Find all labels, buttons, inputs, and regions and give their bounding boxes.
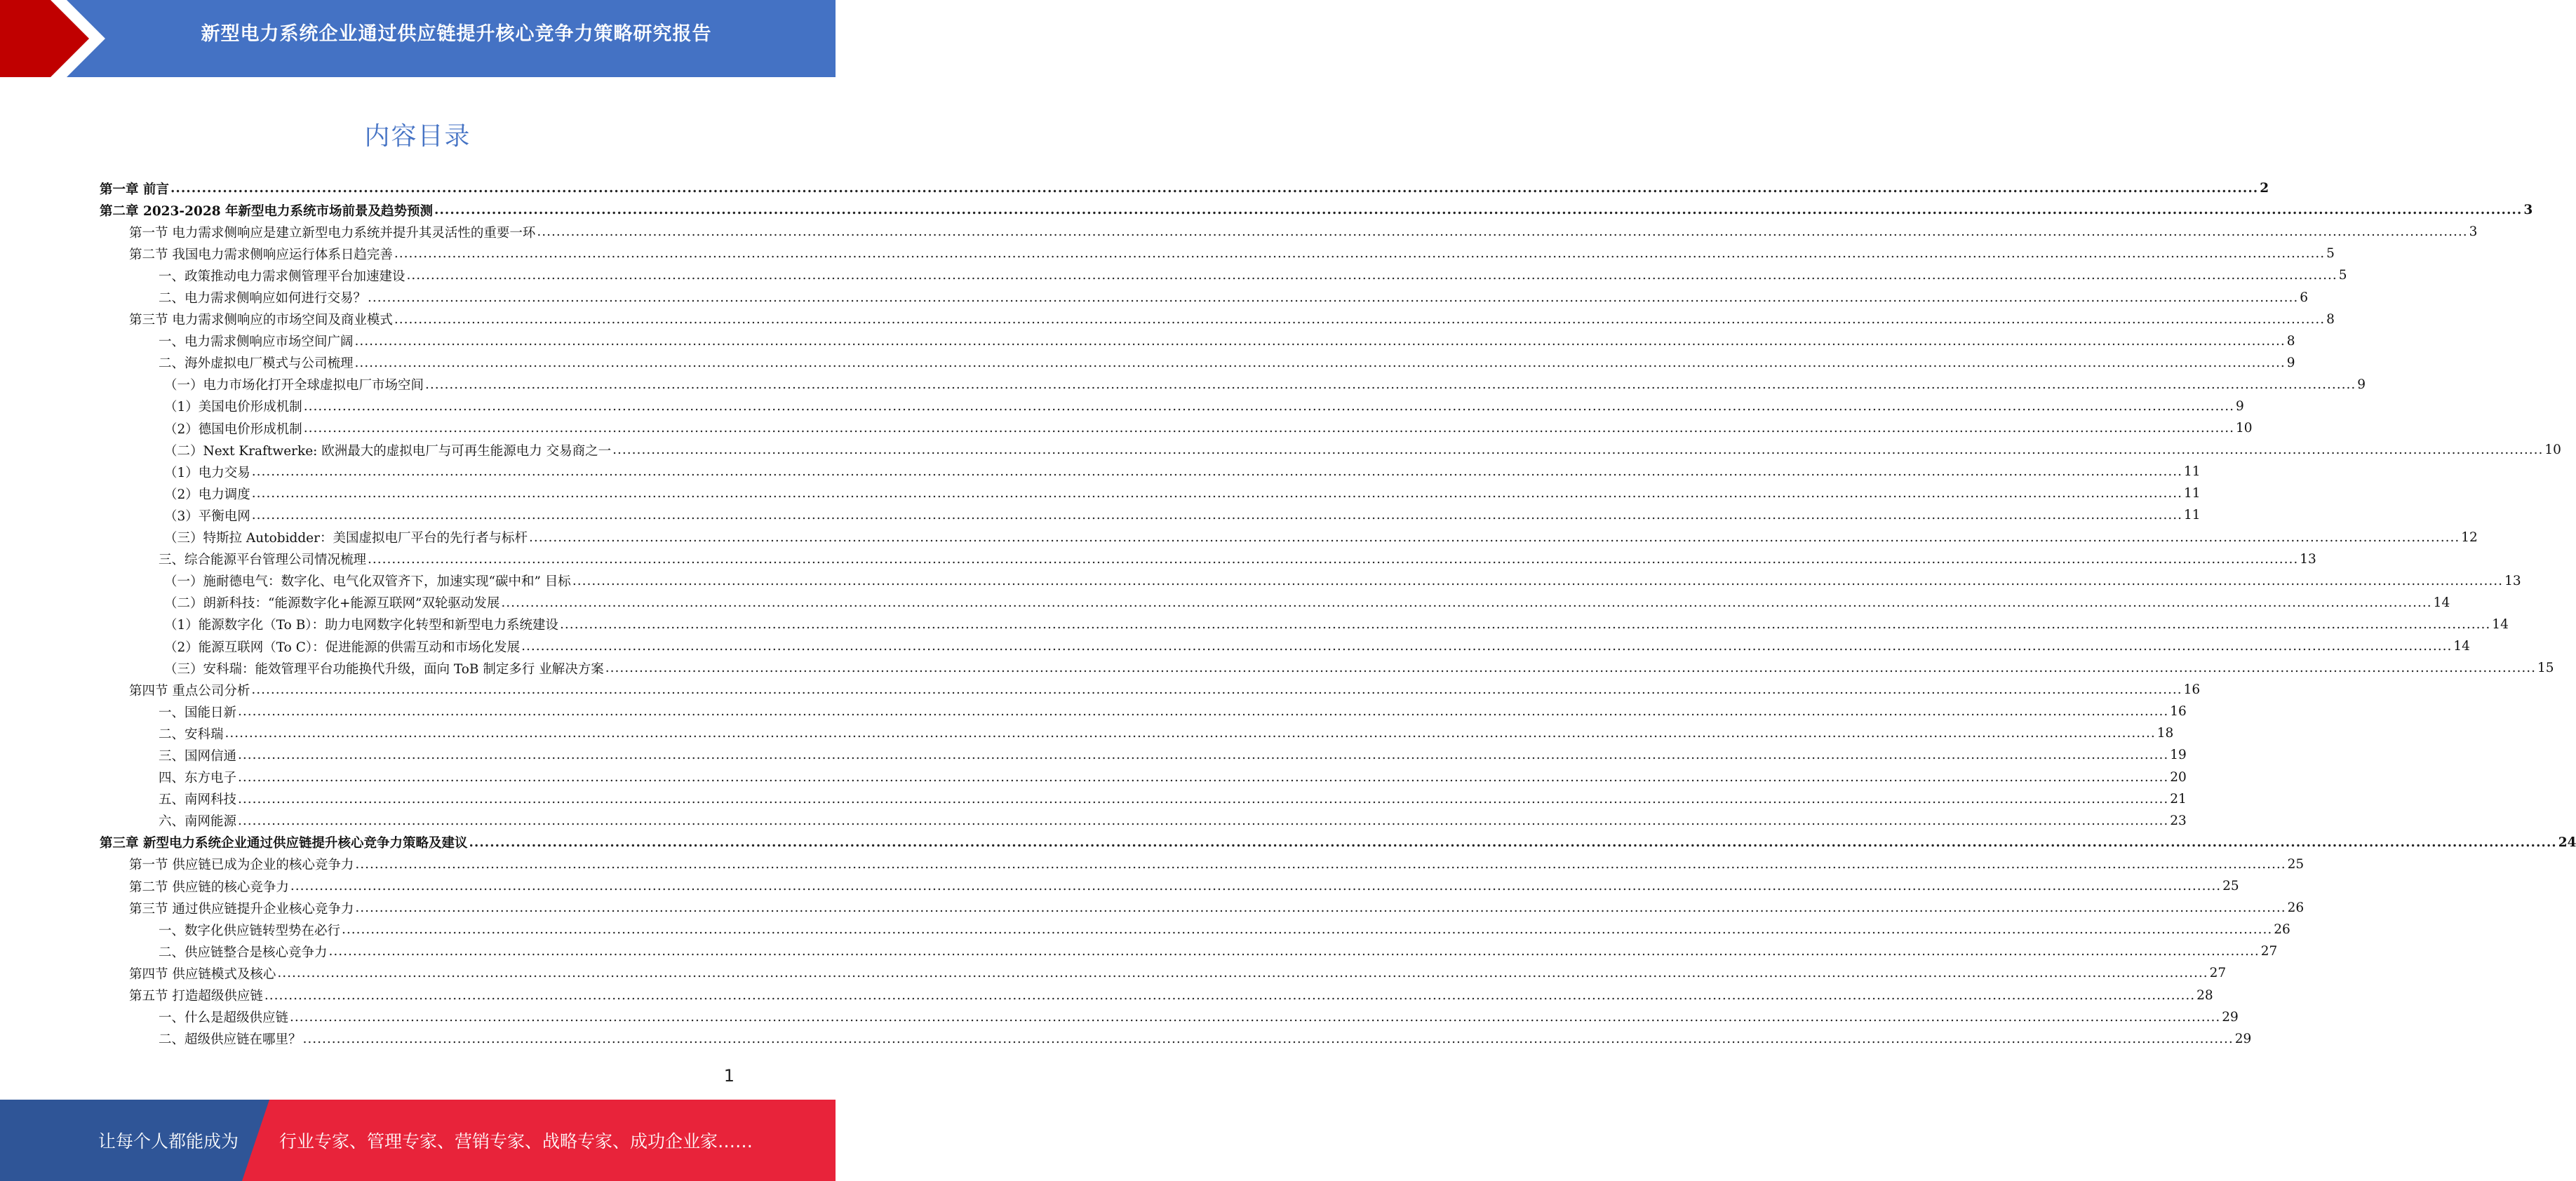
- toc-entry-title: 四、东方电子: [159, 771, 237, 786]
- toc-entry-title: 第二节 我国电力需求侧响应运行体系日趋完善: [129, 247, 393, 262]
- toc-entry-title: 三、综合能源平台管理公司情况梳理: [159, 553, 367, 568]
- toc-leader-dots: ................................................................................................................................................................................................................................................................................................................................................................................................................: [303, 421, 2235, 436]
- toc-entry[interactable]: [100, 679, 2201, 701]
- toc-entry[interactable]: [100, 439, 2561, 461]
- toc-leader-dots: ................................................................................................................................................................................................................................................................................................................................................................................................................: [328, 944, 2260, 959]
- toc-entry-page: 12: [2461, 529, 2478, 545]
- toc-entry[interactable]: [100, 614, 2509, 635]
- page-number: 1: [723, 1066, 734, 1086]
- toc-entry-page: 29: [2234, 1031, 2252, 1046]
- toc-entry-page: 26: [2274, 922, 2290, 938]
- toc-entry-page: 8: [2326, 311, 2335, 327]
- toc-leader-dots: ................................................................................................................................................................................................................................................................................................................................................................................................................: [612, 443, 2544, 458]
- toc-entry-title: 第一节 电力需求侧响应是建立新型电力系统并提升其灵活性的重要一环: [129, 225, 536, 241]
- toc-entry[interactable]: [100, 984, 2213, 1006]
- toc-entry-title: 第四节 供应链模式及核心: [129, 966, 276, 982]
- toc-entry[interactable]: [100, 504, 2201, 526]
- toc-entry-title: （3）平衡电网: [164, 508, 250, 524]
- toc-entry-page: 9: [2236, 398, 2244, 414]
- header-chevron-decoration: [0, 0, 112, 77]
- toc-entry[interactable]: [100, 221, 2478, 243]
- toc-leader-dots: ................................................................................................................................................................................................................................................................................................................................................................................................................: [521, 639, 2453, 654]
- toc-entry-page: 11: [2184, 486, 2201, 501]
- toc-entry-title: 第五节 打造超级供应链: [129, 989, 263, 1004]
- toc-entry[interactable]: [100, 199, 2533, 221]
- toc-leader-dots: ................................................................................................................................................................................................................................................................................................................................................................................................................: [537, 224, 2468, 240]
- toc-entry-title: （二）朗新科技：“能源数字化+能源互联网”双轮驱动发展: [164, 596, 500, 612]
- toc-leader-dots: ................................................................................................................................................................................................................................................................................................................................................................................................................: [290, 1009, 2221, 1025]
- toc-entry[interactable]: [100, 875, 2239, 897]
- toc-entry-page: 27: [2260, 944, 2278, 959]
- toc-entry-title: （1）能源数字化（To B）：助力电网数字化转型和新型电力系统建设: [164, 618, 559, 633]
- toc-entry-page: 10: [2544, 443, 2561, 458]
- toc-entry[interactable]: [100, 788, 2187, 810]
- toc-entry-page: 28: [2196, 987, 2213, 1003]
- toc-entry-page: 5: [2326, 246, 2335, 262]
- toc-leader-dots: ................................................................................................................................................................................................................................................................................................................................................................................................................: [303, 398, 2235, 414]
- toc-entry-title: 二、海外虚拟电厂模式与公司梳理: [159, 356, 354, 372]
- toc-entry-title: （一）电力市场化打开全球虚拟电厂市场空间: [164, 378, 424, 393]
- toc-leader-dots: ................................................................................................................................................................................................................................................................................................................................................................................................................: [238, 704, 2169, 720]
- toc-leader-dots: ................................................................................................................................................................................................................................................................................................................................................................................................................: [238, 813, 2169, 828]
- toc-entry-page: 24: [2558, 835, 2576, 850]
- toc-entry-title: （二）Next Kraftwerke: 欧洲最大的虚拟电厂与可再生能源电力 交易商之一: [164, 443, 612, 459]
- toc-leader-dots: ................................................................................................................................................................................................................................................................................................................................................................................................................: [251, 464, 2183, 480]
- toc-entry-title: 二、超级供应链在哪里？: [159, 1032, 302, 1048]
- toc-entry[interactable]: [100, 286, 2309, 308]
- toc-entry-title: 第二章 2023-2028 年新型电力系统市场前景及趋势预测: [100, 203, 434, 219]
- toc-entry-page: 6: [2300, 290, 2309, 305]
- toc-entry-title: 第一节 供应链已成为企业的核心竞争力: [129, 858, 354, 873]
- toc-leader-dots: ................................................................................................................................................................................................................................................................................................................................................................................................................: [394, 311, 2326, 327]
- footer-slogan-left: 让每个人都能成为: [98, 1131, 239, 1152]
- toc-entry-title: 二、安科瑞: [159, 727, 224, 742]
- toc-leader-dots: ................................................................................................................................................................................................................................................................................................................................................................................................................: [277, 966, 2208, 981]
- header-band: [0, 0, 836, 77]
- toc-leader-dots: ................................................................................................................................................................................................................................................................................................................................................................................................................: [354, 355, 2286, 370]
- toc-entry[interactable]: [100, 570, 2521, 592]
- toc-entry-title: （2）电力调度: [164, 487, 250, 502]
- toc-entry-page: 15: [2537, 661, 2554, 676]
- toc-leader-dots: ................................................................................................................................................................................................................................................................................................................................................................................................................: [238, 791, 2169, 807]
- toc-entry[interactable]: [100, 527, 2478, 548]
- toc-leader-dots: ................................................................................................................................................................................................................................................................................................................................................................................................................: [251, 682, 2182, 698]
- toc-leader-dots: ................................................................................................................................................................................................................................................................................................................................................................................................................: [355, 900, 2286, 916]
- toc-entry-page: 25: [2287, 856, 2305, 872]
- toc-leader-dots: ................................................................................................................................................................................................................................................................................................................................................................................................................: [469, 835, 2557, 850]
- toc-leader-dots: ................................................................................................................................................................................................................................................................................................................................................................................................................: [224, 726, 2156, 741]
- toc-entry-page: 25: [2222, 879, 2239, 894]
- toc-entry-page: 23: [2170, 813, 2187, 828]
- toc-entry-page: 18: [2156, 726, 2174, 741]
- toc-entry[interactable]: [100, 592, 2450, 614]
- toc-entry[interactable]: [100, 396, 2244, 417]
- toc-leader-dots: ................................................................................................................................................................................................................................................................................................................................................................................................................: [170, 181, 2259, 196]
- toc-leader-dots: ................................................................................................................................................................................................................................................................................................................................................................................................................: [368, 290, 2299, 305]
- toc-leader-dots: ................................................................................................................................................................................................................................................................................................................................................................................................................: [238, 748, 2169, 763]
- toc-entry-title: 第一章 前言: [100, 182, 169, 197]
- toc-entry-page: 26: [2287, 900, 2305, 916]
- toc-leader-dots: ................................................................................................................................................................................................................................................................................................................................................................................................................: [572, 573, 2504, 588]
- toc-entry[interactable]: [100, 657, 2554, 679]
- toc-entry-page: 8: [2286, 333, 2295, 349]
- toc-entry-page: 13: [2300, 551, 2316, 567]
- toc-leader-dots: ................................................................................................................................................................................................................................................................................................................................................................................................................: [406, 268, 2337, 283]
- toc-entry-page: 10: [2236, 421, 2253, 436]
- toc-leader-dots: ................................................................................................................................................................................................................................................................................................................................................................................................................: [501, 595, 2432, 610]
- footer-slogan-right: 行业专家、管理专家、营销专家、战略专家、成功企业家……: [279, 1131, 753, 1152]
- toc-entry[interactable]: [100, 919, 2290, 940]
- toc-entry-title: 第三节 通过供应链提升企业核心竞争力: [129, 901, 354, 917]
- toc-leader-dots: ................................................................................................................................................................................................................................................................................................................................................................................................................: [394, 246, 2326, 262]
- footer-band: [0, 1100, 836, 1181]
- toc-entry-page: 13: [2504, 573, 2521, 588]
- toc-leader-dots: ................................................................................................................................................................................................................................................................................................................................................................................................................: [238, 769, 2169, 785]
- toc-entry[interactable]: [100, 352, 2295, 374]
- toc-entry-page: 9: [2357, 377, 2366, 392]
- toc-leader-dots: ................................................................................................................................................................................................................................................................................................................................................................................................................: [264, 987, 2196, 1003]
- toc-entry[interactable]: [100, 832, 2576, 853]
- toc-entry[interactable]: [100, 962, 2227, 984]
- toc-entry[interactable]: [100, 1006, 2239, 1028]
- toc-leader-dots: ................................................................................................................................................................................................................................................................................................................................................................................................................: [560, 616, 2491, 632]
- toc-leader-dots: ................................................................................................................................................................................................................................................................................................................................................................................................................: [251, 486, 2183, 501]
- toc-entry-page: 27: [2209, 966, 2227, 981]
- toc-entry-title: 第二节 供应链的核心竞争力: [129, 879, 289, 895]
- toc-entry-title: 第三章 新型电力系统企业通过供应链提升核心竞争力策略及建议: [100, 836, 468, 851]
- toc-entry-title: 二、供应链整合是核心竞争力: [159, 945, 328, 960]
- toc-entry-title: 五、南网科技: [159, 792, 237, 808]
- toc-entry[interactable]: [100, 374, 2366, 396]
- toc-entry[interactable]: [100, 853, 2305, 875]
- toc-entry-title: 二、电力需求侧响应如何进行交易？: [159, 291, 367, 306]
- toc-entry-title: （1）美国电价形成机制: [164, 400, 302, 415]
- toc-entry-page: 14: [2453, 639, 2470, 654]
- toc-leader-dots: ................................................................................................................................................................................................................................................................................................................................................................................................................: [302, 1031, 2234, 1046]
- toc-entry-title: （1）电力交易: [164, 465, 250, 480]
- toc-entry-title: （一）施耐德电气：数字化、电气化双管齐下，加速实现“碳中和” 目标: [164, 574, 571, 590]
- toc-entry[interactable]: [100, 309, 2335, 330]
- toc-entry[interactable]: [100, 635, 2470, 657]
- toc-entry[interactable]: [100, 940, 2278, 962]
- toc-entry[interactable]: [100, 482, 2201, 504]
- toc-entry-page: 14: [2492, 616, 2509, 632]
- toc-entry-title: 一、什么是超级供应链: [159, 1011, 289, 1026]
- toc-entry-page: 16: [2183, 682, 2201, 698]
- table-of-contents: [100, 177, 2576, 1050]
- toc-entry[interactable]: [100, 744, 2187, 766]
- toc-entry-title: （三）安科瑞：能效管理平台功能换代升级，面向 ToB 制定多行 业解决方案: [164, 661, 604, 677]
- toc-entry-title: 一、数字化供应链转型势在必行: [159, 923, 341, 938]
- toc-entry[interactable]: [100, 810, 2187, 832]
- toc-entry-title: 一、国能日新: [159, 705, 237, 720]
- toc-entry-page: 19: [2170, 748, 2187, 763]
- toc-entry-page: 3: [2523, 203, 2533, 218]
- toc-leader-dots: ................................................................................................................................................................................................................................................................................................................................................................................................................: [528, 529, 2460, 545]
- toc-entry-page: 21: [2170, 791, 2187, 807]
- toc-heading: 内容目录: [364, 122, 471, 151]
- toc-entry[interactable]: [100, 264, 2347, 286]
- toc-leader-dots: ................................................................................................................................................................................................................................................................................................................................................................................................................: [425, 377, 2356, 392]
- toc-entry-page: 20: [2170, 769, 2187, 785]
- toc-entry-page: 5: [2338, 268, 2347, 283]
- toc-entry-title: （2）能源互联网（To C）：促进能源的供需互动和市场化发展: [164, 640, 521, 655]
- toc-entry[interactable]: [100, 701, 2187, 722]
- toc-entry[interactable]: [100, 243, 2335, 264]
- toc-leader-dots: ................................................................................................................................................................................................................................................................................................................................................................................................................: [355, 856, 2286, 872]
- toc-leader-dots: ................................................................................................................................................................................................................................................................................................................................................................................................................: [342, 922, 2273, 938]
- toc-leader-dots: ................................................................................................................................................................................................................................................................................................................................................................................................................: [605, 661, 2537, 676]
- toc-entry-page: 2: [2260, 181, 2269, 196]
- toc-leader-dots: ................................................................................................................................................................................................................................................................................................................................................................................................................: [368, 551, 2299, 567]
- toc-entry-title: 第四节 重点公司分析: [129, 683, 250, 699]
- toc-entry[interactable]: [100, 897, 2305, 919]
- toc-entry-title: 三、国网信通: [159, 748, 237, 764]
- toc-leader-dots: ................................................................................................................................................................................................................................................................................................................................................................................................................: [354, 333, 2286, 349]
- toc-leader-dots: ................................................................................................................................................................................................................................................................................................................................................................................................................: [290, 879, 2222, 894]
- toc-entry-title: 一、政策推动电力需求侧管理平台加速建设: [159, 269, 405, 284]
- toc-entry[interactable]: [100, 548, 2316, 570]
- toc-entry[interactable]: [100, 330, 2295, 352]
- toc-entry-title: 一、电力需求侧响应市场空间广阔: [159, 335, 354, 350]
- toc-entry-page: 29: [2222, 1009, 2239, 1025]
- toc-entry[interactable]: [100, 1028, 2252, 1050]
- toc-entry[interactable]: [100, 417, 2253, 439]
- toc-entry-title: 六、南网能源: [159, 814, 237, 830]
- toc-entry[interactable]: [100, 767, 2187, 788]
- toc-entry-page: 11: [2184, 464, 2201, 480]
- report-title: 新型电力系统企业通过供应链提升核心竞争力策略研究报告: [201, 23, 712, 45]
- toc-entry-page: 16: [2170, 704, 2187, 720]
- toc-entry-title: （2）德国电价形成机制: [164, 421, 302, 437]
- toc-entry-title: 第三节 电力需求侧响应的市场空间及商业模式: [129, 313, 393, 328]
- toc-entry-page: 9: [2286, 355, 2295, 370]
- toc-entry-page: 14: [2433, 595, 2450, 610]
- toc-entry[interactable]: [100, 722, 2174, 744]
- toc-entry-title: （三）特斯拉 Autobidder：美国虚拟电厂平台的先行者与标杆: [164, 531, 528, 546]
- toc-entry-page: 11: [2184, 508, 2201, 523]
- toc-leader-dots: ................................................................................................................................................................................................................................................................................................................................................................................................................: [434, 203, 2523, 218]
- toc-entry[interactable]: [100, 177, 2269, 199]
- toc-entry-page: 3: [2469, 224, 2478, 240]
- toc-entry[interactable]: [100, 461, 2201, 482]
- toc-leader-dots: ................................................................................................................................................................................................................................................................................................................................................................................................................: [251, 508, 2183, 523]
